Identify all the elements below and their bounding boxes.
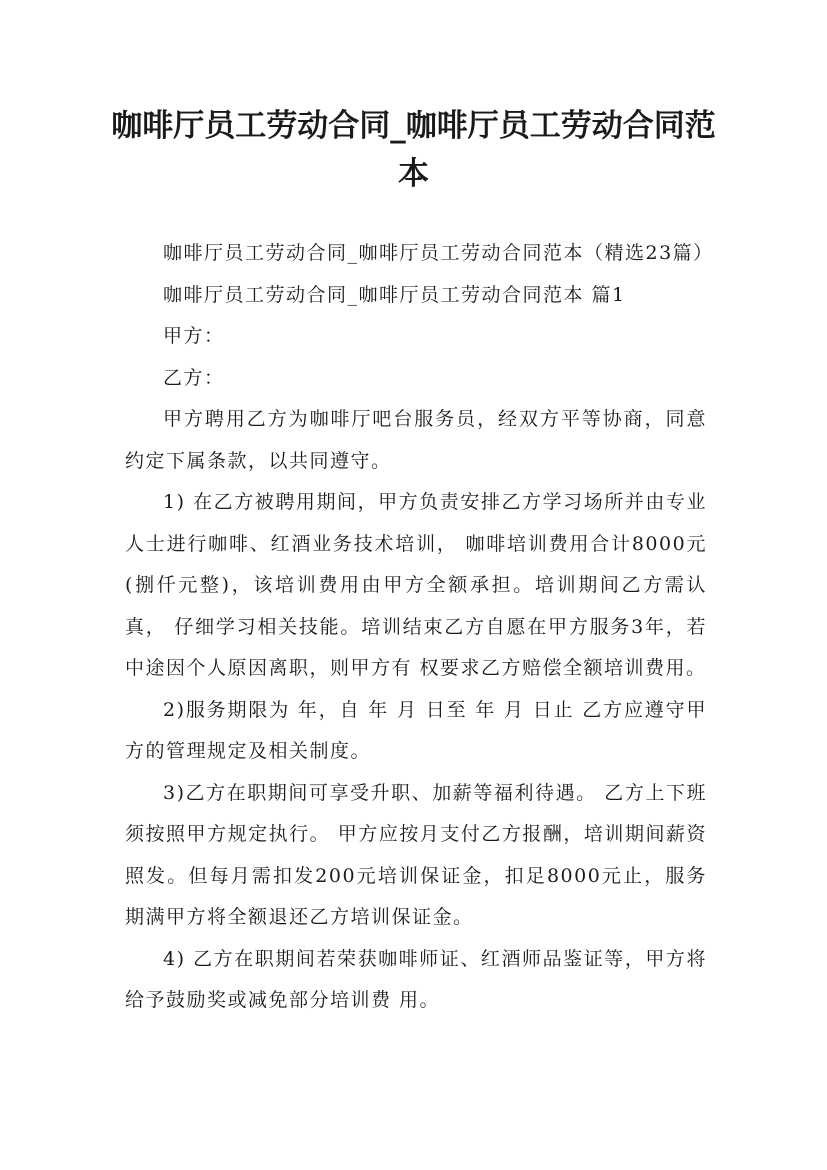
paragraph-party-b: 乙方： <box>163 366 225 389</box>
paragraph-party-a: 甲方： <box>163 325 225 347</box>
document-title: 咖啡厅员工劳动合同_咖啡厅员工劳动合同范本 <box>111 108 716 192</box>
paragraph-preamble: 甲方聘用乙方为咖啡厅吧台服务员，经双方平等协商，同意约定下属条款，以共同遵守。 <box>125 408 707 472</box>
paragraph-clause-1: 1) 在乙方被聘用期间，甲方负责安排乙方学习场所并由专业人士进行咖啡、红酒业务技术培训， 咖啡培训费用合计8000元(捌仟元整)，该培训费用由甲方全额承担。培训期间乙方需认真， 仔细学习相关技能。培训结束乙方自愿在甲方服务3年，若中途因个人原因离职，则甲方有 权要求乙方赔偿全额培训费用。 <box>125 491 707 679</box>
document-body <box>125 233 714 1022</box>
paragraph-section-heading: 咖啡厅员工劳动合同_咖啡厅员工劳动合同范本 篇1 <box>163 283 626 306</box>
paragraph-clause-2: 2)服务期限为 年，自 年 月 日至 年 月 日止 乙方应遵守甲方的管理规定及相关制度。 <box>125 698 707 762</box>
paragraph-intro: 咖啡厅员工劳动合同_咖啡厅员工劳动合同范本（精选23篇） <box>163 242 714 264</box>
paragraph-clause-3: 3)乙方在职期间可享受升职、加薪等福利待遇。 乙方上下班须按照甲方规定执行。 甲方应按月支付乙方报酬，培训期间薪资照发。但每月需扣发200元培训保证金，扣足8000元止，服务期满甲方将全额退还乙方培训保证金。 <box>125 781 707 928</box>
paragraph-clause-4: 4) 乙方在职期间若荣获咖啡师证、红酒师品鉴证等，甲方将给予鼓励奖或减免部分培训费 用。 <box>125 947 707 1011</box>
